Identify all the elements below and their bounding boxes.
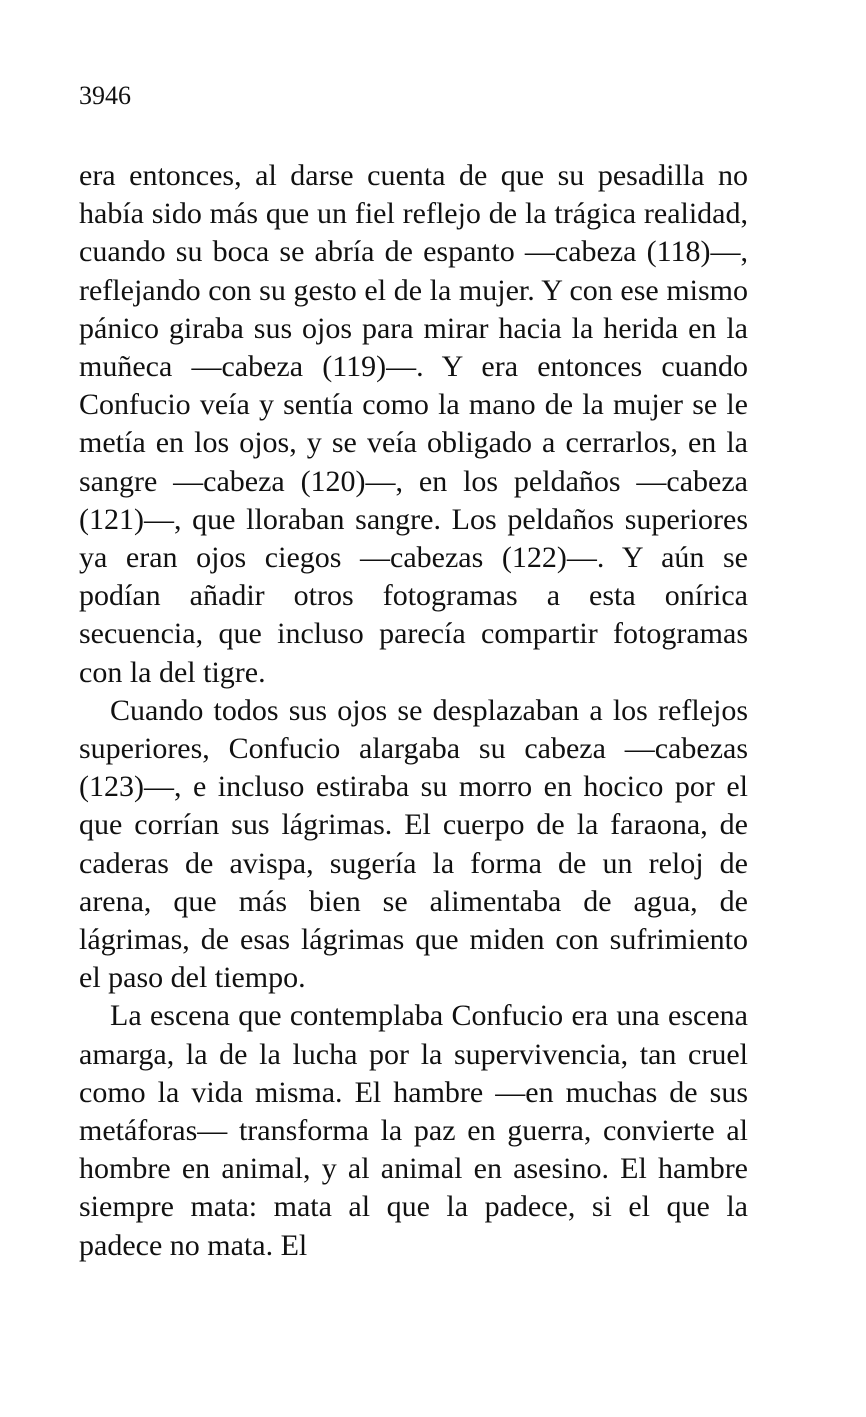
paragraph-2: Cuando todos sus ojos se desplazaban a los reflejos superiores, Confucio alargaba su cabeza —cabezas (123)—, e incluso estiraba su morro en hocico por el que corrían sus lágrimas. El cuerpo de la faraona, de caderas de avispa, sugería la forma de un reloj de arena, que más bien se alimentaba de agua, de lágrimas, de esas lágrimas que miden con sufrimiento el paso del tiempo. (79, 693, 748, 995)
body-text (79, 157, 748, 1265)
page-number: 3946 (79, 81, 131, 110)
paragraph-1: era entonces, al darse cuenta de que su pesadilla no había sido más que un fiel reflejo de la trágica realidad, cuando su boca se abría de espanto —cabeza (118)—, reflejando con su gesto el de la mujer. Y con ese mismo pánico giraba sus ojos para mirar hacia la herida en la muñeca —cabeza (119)—. Y era entonces cuando Confucio veía y sentía como la mano de la mujer se le metía en los ojos, y se veía obligado a cerrarlos, en la sangre —cabeza (120)—, en los peldaños —cabeza (121)—, que lloraban sangre. Los peldaños superiores ya eran ojos ciegos —cabezas (122)—. Y aún se podían añadir otros fotogramas a esta onírica secuencia, que incluso parecía compartir fotogramas con la del tigre. (79, 159, 748, 689)
paragraph-3: La escena que contemplaba Confucio era una escena amarga, la de la lucha por la supervivencia, tan cruel como la vida misma. El hambre —en muchas de sus metáforas— transforma la paz en guerra, convierte al hombre en animal, y al animal en asesino. El hambre siempre mata: mata al que la padece, si el que la padece no mata. El (79, 999, 748, 1262)
